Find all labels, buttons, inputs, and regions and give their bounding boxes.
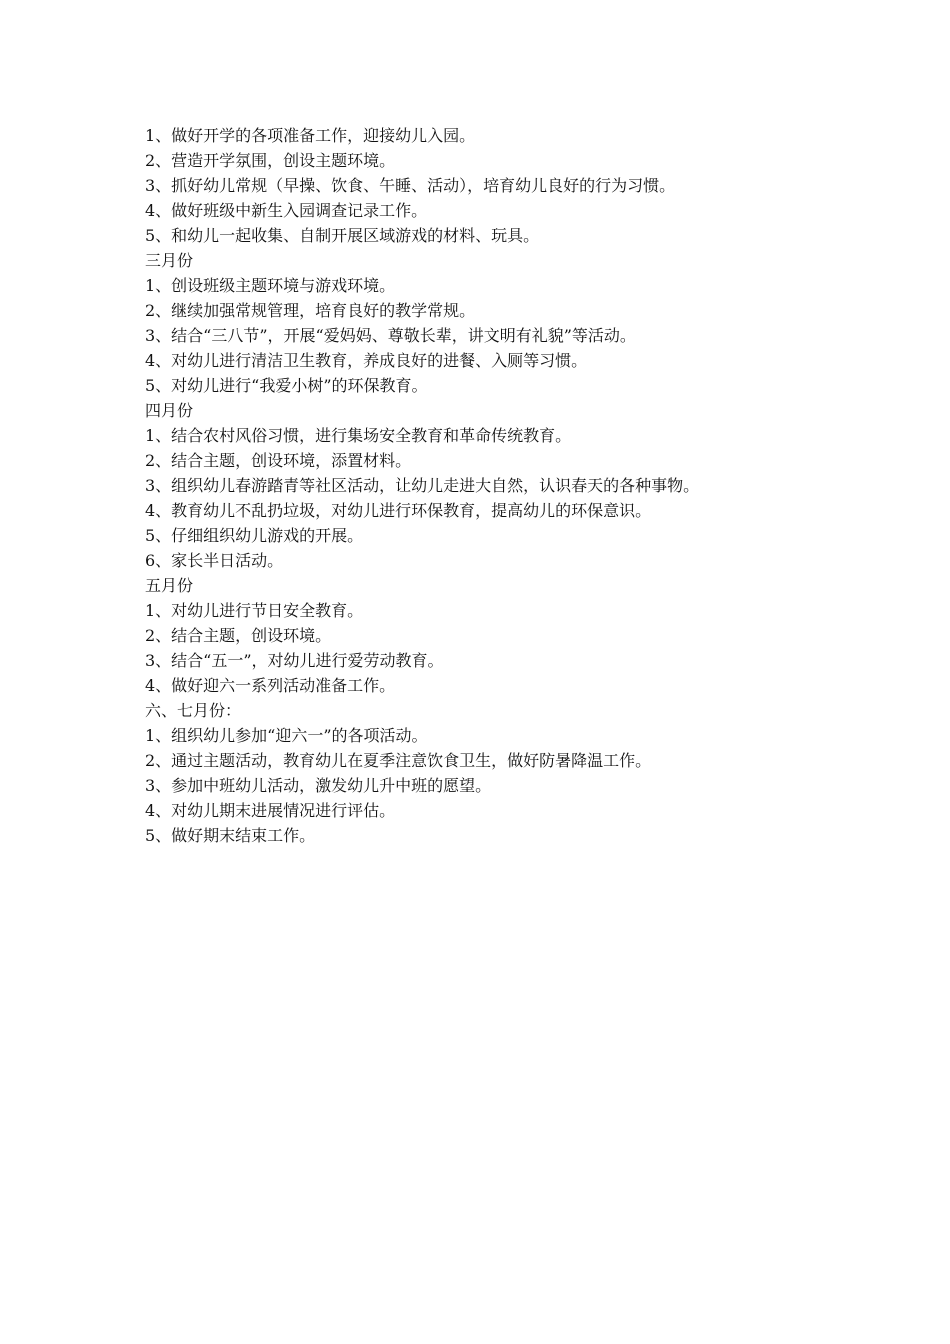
- list-item: 5、对幼儿进行“我爱小树”的环保教育。: [145, 376, 428, 395]
- list-item: 1、对幼儿进行节日安全教育。: [145, 601, 364, 620]
- list-item: 4、做好班级中新生入园调查记录工作。: [145, 201, 428, 220]
- section-heading-april: 四月份: [145, 401, 194, 420]
- list-item: 4、对幼儿进行清洁卫生教育，养成良好的进餐、入厕等习惯。: [145, 351, 588, 370]
- list-item: 5、和幼儿一起收集、自制开展区域游戏的材料、玩具。: [145, 226, 540, 245]
- list-item: 3、组织幼儿春游踏青等社区活动，让幼儿走进大自然，认识春天的各种事物。: [145, 476, 700, 495]
- list-item: 1、创设班级主题环境与游戏环境。: [145, 276, 396, 295]
- list-item: 1、结合农村风俗习惯，进行集场安全教育和革命传统教育。: [145, 426, 572, 445]
- list-item: 4、做好迎六一系列活动准备工作。: [145, 676, 396, 695]
- list-item: 5、做好期末结束工作。: [145, 826, 316, 845]
- list-item: 1、组织幼儿参加“迎六一”的各项活动。: [145, 726, 428, 745]
- section-heading-march: 三月份: [145, 251, 194, 270]
- list-item: 3、结合“三八节”，开展“爱妈妈、尊敬长辈，讲文明有礼貌”等活动。: [145, 326, 636, 345]
- list-item: 2、营造开学氛围，创设主题环境。: [145, 151, 396, 170]
- section-heading-may: 五月份: [145, 576, 194, 595]
- list-item: 3、结合“五一”，对幼儿进行爱劳动教育。: [145, 651, 444, 670]
- list-item: 1、做好开学的各项准备工作，迎接幼儿入园。: [145, 126, 476, 145]
- section-heading-june-july: 六、七月份：: [145, 701, 242, 720]
- document-body: [145, 123, 845, 848]
- list-item: 4、教育幼儿不乱扔垃圾，对幼儿进行环保教育，提高幼儿的环保意识。: [145, 501, 652, 520]
- list-item: 4、对幼儿期末进展情况进行评估。: [145, 801, 396, 820]
- list-item: 2、通过主题活动，教育幼儿在夏季注意饮食卫生，做好防暑降温工作。: [145, 751, 652, 770]
- list-item: 5、仔细组织幼儿游戏的开展。: [145, 526, 364, 545]
- list-item: 6、家长半日活动。: [145, 551, 284, 570]
- list-item: 3、参加中班幼儿活动，激发幼儿升中班的愿望。: [145, 776, 492, 795]
- list-item: 2、结合主题，创设环境。: [145, 626, 332, 645]
- list-item: 3、抓好幼儿常规（早操、饮食、午睡、活动），培育幼儿良好的行为习惯。: [145, 176, 676, 195]
- list-item: 2、结合主题，创设环境，添置材料。: [145, 451, 412, 470]
- list-item: 2、继续加强常规管理，培育良好的教学常规。: [145, 301, 476, 320]
